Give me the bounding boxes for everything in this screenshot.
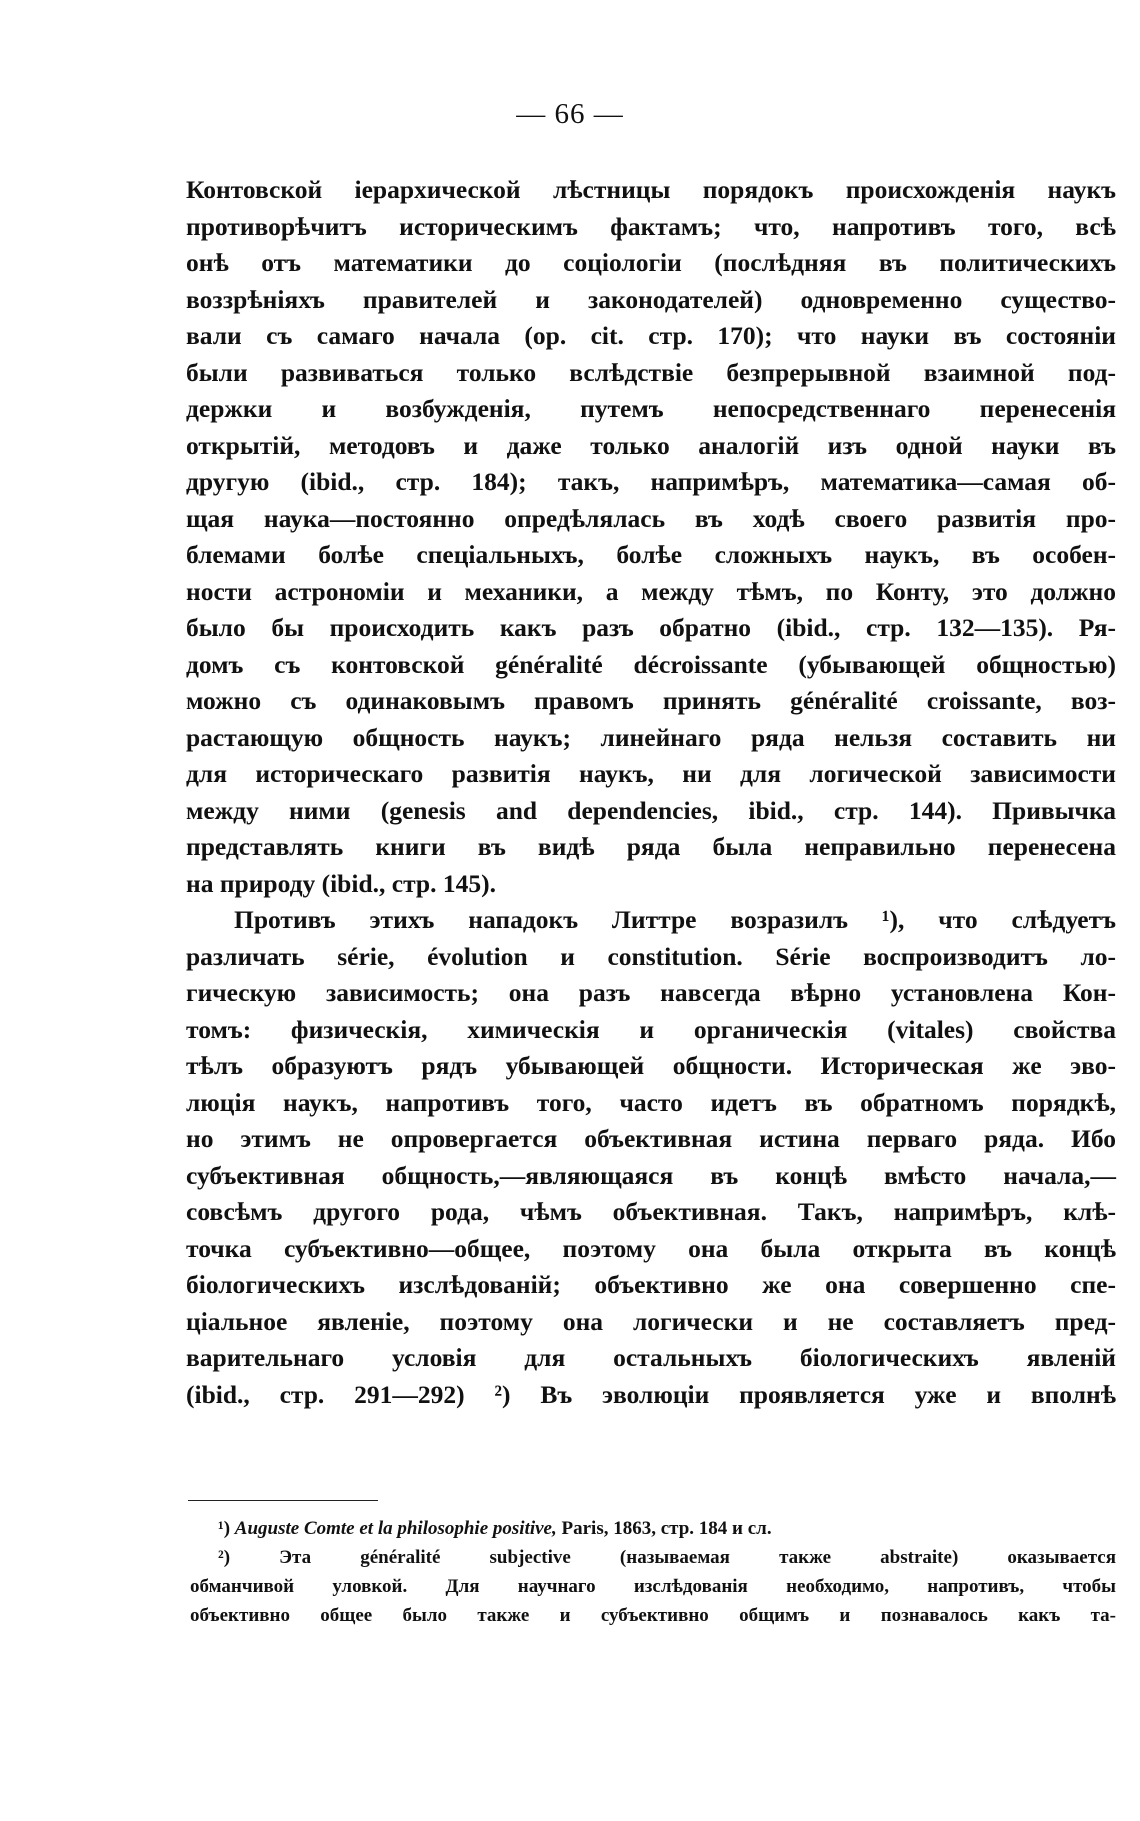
text-line: Контовской iерархической лѣстницы порядокъ происхожденія наукъ — [186, 175, 1116, 204]
text-line: онѣ отъ математики до соціологіи (послѣдняя въ политическихъ — [186, 248, 1116, 277]
text-line: на природу (ibid., стр. 145). — [186, 868, 496, 898]
text-line: ности астрономіи и механики, а между тѣмъ, по Конту, это должно — [186, 576, 1116, 606]
footnote-2-line: объективно общее было также и субъективно общимъ и познавалось какъ та- — [190, 1605, 1116, 1626]
text-line: держки и возбужденія, путемъ непосредственнаго перенесенія — [186, 394, 1116, 423]
text-line: для историческаго развитія наукъ, ни для логической зависимости — [186, 759, 1116, 788]
text-line: совсѣмъ другого рода, чѣмъ объективная. Такъ, напримѣръ, клѣ- — [186, 1197, 1116, 1226]
text-line: точка субъективно—общее, поэтому она была открыта въ концѣ — [186, 1233, 1116, 1263]
text-line: вали съ самаго начала (op. cit. стр. 170); что науки въ состояніи — [186, 321, 1116, 350]
text-line: варительнаго условія для остальныхъ біологическихъ явленій — [186, 1343, 1116, 1372]
text-line: ціальное явленіе, поэтому она логически и не составляетъ пред- — [186, 1306, 1116, 1336]
text-line: воззрѣніяхъ правителей и законодателей) одновременно существо- — [186, 284, 1116, 314]
text-line: открытій, методовъ и даже только аналогій изъ одной науки въ — [186, 430, 1116, 460]
footnotes — [190, 1514, 1116, 1630]
text-line: (ibid., стр. 291—292) ²) Въ эволюціи проявляется уже и вполнѣ — [186, 1379, 1116, 1409]
footnote-1 — [190, 1514, 1116, 1543]
text-line: другую (ibid., стр. 184); такъ, напримѣръ, математика—самая об- — [186, 467, 1116, 496]
footnote-2-line: ²) Эта généralité subjective (называемая также abstraite) оказывается — [218, 1547, 1116, 1568]
footnote-1-marker: ¹) — [218, 1518, 231, 1539]
text-line: блемами болѣе спеціальныхъ, болѣе сложныхъ наукъ, въ особен- — [186, 540, 1116, 569]
text-line: біологическихъ изслѣдованій; объективно же она совершенно спе- — [186, 1270, 1116, 1299]
text-line: было бы происходить какъ разъ обратно (ibid., стр. 132—135). Ря- — [186, 613, 1116, 642]
text-line: гическую зависимость; она разъ навсегда вѣрно установлена Кон- — [186, 978, 1116, 1007]
text-line: были развиваться только вслѣдствіе безпрерывной взаимной под- — [186, 357, 1116, 387]
text-line: домъ съ контовской généralité décroissante (убывающей общностью) — [186, 649, 1116, 679]
text-line: представлять книги въ видѣ ряда была неправильно перенесена — [186, 832, 1116, 861]
text-line: томъ: физическія, химическія и органическія (vitales) свойства — [186, 1014, 1116, 1044]
page-number: — 66 — — [516, 98, 624, 130]
text-line: субъективная общность,—являющаяся въ концѣ вмѣсто начала,— — [186, 1160, 1116, 1190]
text-line: Противъ этихъ нападокъ Литтре возразилъ ¹), что слѣдуетъ — [234, 905, 1116, 934]
footnote-1-rest: Paris, 1863, стр. 184 и сл. — [561, 1518, 772, 1539]
footnote-2-line: обманчивой уловкой. Для научнаго изслѣдованія необходимо, напротивъ, чтобы — [190, 1576, 1116, 1597]
text-line: но этимъ не опровергается объективная истина перваго ряда. Ибо — [186, 1124, 1116, 1153]
paragraph-1 — [186, 172, 1116, 902]
text-line: тѣлъ образуютъ рядъ убывающей общности. Историческая же эво- — [186, 1051, 1116, 1080]
text-line: люція наукъ, напротивъ того, часто идетъ въ обратномъ порядкѣ, — [186, 1087, 1116, 1117]
text-line: противорѣчитъ историческимъ фактамъ; что, напротивъ того, всѣ — [186, 211, 1116, 241]
footnote-divider — [188, 1500, 378, 1501]
text-line: между ними (genesis and dependencies, ibid., стр. 144). Привычка — [186, 795, 1116, 825]
text-line: растающую общность наукъ; линейнаго ряда нельзя составить ни — [186, 722, 1116, 752]
text-line: можно съ одинаковымъ правомъ принять généralité croissante, воз- — [186, 686, 1116, 715]
paragraph-2 — [186, 902, 1116, 1413]
text-line: щая наука—постоянно опредѣлялась въ ходѣ своего развитія про- — [186, 503, 1116, 533]
text-line: различать série, évolution и constitution. Série воспроизводитъ ло- — [186, 941, 1116, 971]
footnote-1-title: Auguste Comte et la philosophie positive, — [234, 1518, 557, 1539]
main-text — [186, 172, 1116, 1413]
